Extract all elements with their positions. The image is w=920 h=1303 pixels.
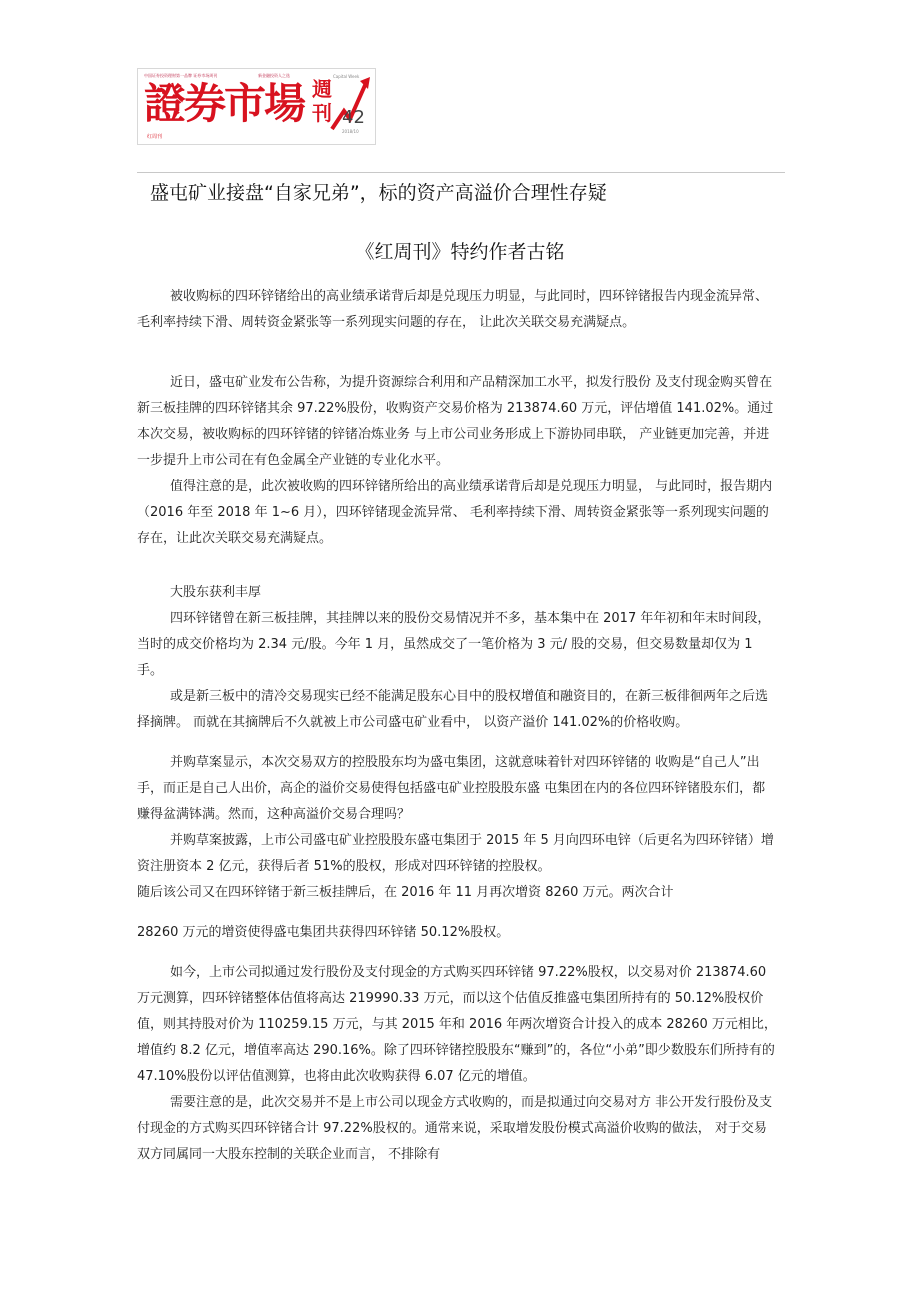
article-paragraph: 随后该公司又在四环锌锗于新三板挂牌后，在 2016 年 11 月再次增资 8260 万元。两次合计 (137, 885, 674, 900)
article-paragraph: 如今，上市公司拟通过发行股份及支付现金的方式购买四环锌锗 97.22%股权，以交易对价 213874.60 万元测算，四环锌锗整体估值将高达 219990.33 万元，而以这个估值反推盛屯集团所持有的 50.12%股权价值，则其持股对价为 110259.15 万元，与其 2015 年和 2016 年两次增资合计投入的成本 28260 万元相比，增值约 8.2 亿元，增值率高达 290.16%。除了四环锌锗控股股东“赚到”的，各位“小弟”即少数股东们所持有的 47.10%股份以评估值测算，也将由此次收购获得 6.07 亿元的增值。 (137, 965, 777, 1084)
masthead-logo (137, 68, 376, 145)
masthead-sub-brand: 红周刊 (147, 134, 163, 140)
masthead-issue-number: 42 (342, 107, 365, 128)
article-paragraph: 值得注意的是，此次被收购的四环锌锗所给出的高业绩承诺背后却是兑现压力明显， 与此同时，报告期内（2016 年至 2018 年 1~6 月），四环锌锗现金流异常、 毛利率持续下滑、周转资金紧张等一系列现实问题的存在，让此次关联交易充满疑点。 (137, 479, 773, 546)
masthead-tagline-mid: 新金融投资人之选 (258, 73, 290, 78)
article-paragraph: 需要注意的是，此次交易并不是上市公司以现金方式收购的，而是拟通过向交易对方 非公开发行股份及支付现金的方式购买四环锌锗合计 97.22%股权的。通常来说，采取增发股份模式高溢价收购的做法， 对于交易双方同属同一大股东控制的关联企业而言， 不排除有 (137, 1095, 773, 1162)
masthead-weekly: 週刊 (312, 77, 332, 125)
article-paragraph: 或是新三板中的清冷交易现实已经不能满足股东心目中的股权增值和融资目的，在新三板徘徊两年之后选择摘牌。 而就在其摘牌后不久就被上市公司盛屯矿业看中， 以资产溢价 141.02%的价格收购。 (137, 689, 769, 730)
section-heading: 大股东获利丰厚 (170, 585, 262, 600)
article-byline: 《红周刊》特约作者古铭 (355, 241, 565, 263)
article-paragraph: 被收购标的四环锌锗给出的高业绩承诺背后却是兑现压力明显，与此同时，四环锌锗报告内现金流异常、 毛利率持续下滑、周转资金紧张等一系列现实问题的存在， 让此次关联交易充满疑点。 (137, 289, 769, 330)
article-paragraph: 28260 万元的增资使得盛屯集团共获得四环锌锗 50.12%股权。 (137, 925, 510, 940)
masthead-tagline-right: Capital Week (333, 74, 360, 79)
header-divider (137, 172, 785, 173)
article-paragraph: 近日，盛屯矿业发布公告称，为提升资源综合利用和产品精深加工水平，拟发行股份 及支付现金购买曾在新三板挂牌的四环锌锗其余 97.22%股份，收购资产交易价格为 213874.60 万元，评估增值 141.02%。通过本次交易，被收购标的四环锌锗的锌锗冶炼业务 与上市公司业务形成上下游协同串联， 产业链更加完善，并进一步提升上市公司在有色金属全产业链的专业化水平。 (137, 375, 774, 468)
article-title: 盛屯矿业接盘“自家兄弟”，标的资产高溢价合理性存疑 (150, 182, 607, 204)
masthead-tagline-left: 中国证券投资理财第一品牌 证券市场周刊 (144, 73, 218, 78)
article-paragraph: 四环锌锗曾在新三板挂牌，其挂牌以来的股份交易情况并不多，基本集中在 2017 年年初和年末时间段，当时的成交价格均为 2.34 元/股。今年 1 月，虽然成交了一笔价格为 3 元/ 股的交易，但交易数量却仅为 1 手。 (137, 611, 771, 678)
masthead-issue-date: 2018/10 (342, 129, 359, 134)
article-body (137, 284, 777, 1168)
masthead-brand-name: 證券市場 (144, 79, 305, 128)
article-paragraph: 并购草案显示，本次交易双方的控股股东均为盛屯集团，这就意味着针对四环锌锗的 收购是“自己人”出手，而正是自己人出价，高企的溢价交易使得包括盛屯矿业控股股东盛 屯集团在内的各位四环锌锗股东们，都赚得盆满钵满。然而，这种高溢价交易合理吗？ (137, 755, 766, 822)
article-paragraph: 并购草案披露，上市公司盛屯矿业控股股东盛屯集团于 2015 年 5 月向四环电锌（后更名为四环锌锗）增资注册资本 2 亿元，获得后者 51%的股权，形成对四环锌锗的控股权。 (137, 833, 774, 874)
